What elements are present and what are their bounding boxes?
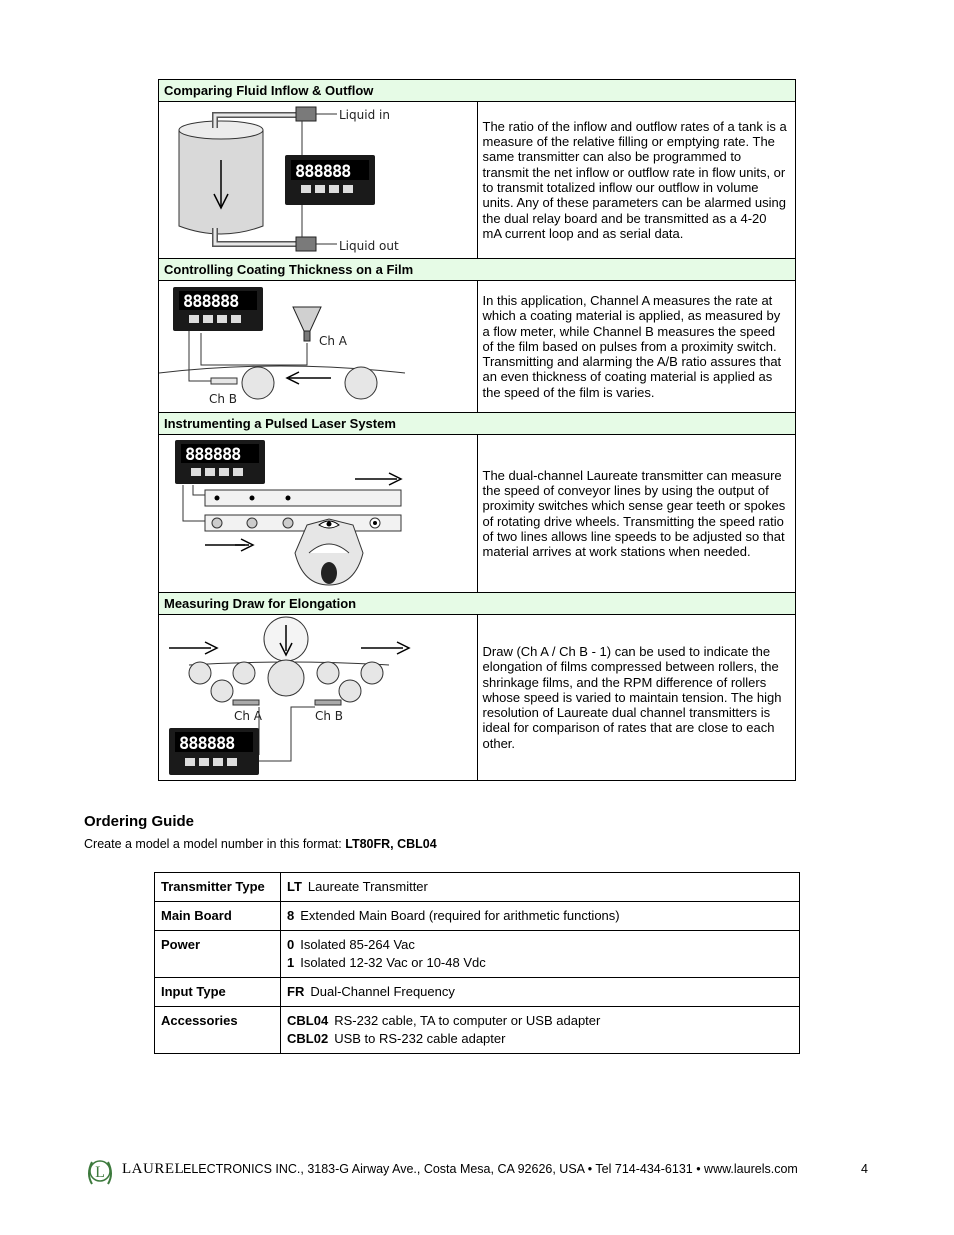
ch-a-label: Ch A [234, 709, 263, 723]
app-illustration-laser [159, 435, 478, 593]
row-options [281, 873, 800, 902]
table-row [155, 873, 800, 902]
option-code: FR [287, 984, 305, 999]
app-title: Controlling Coating Thickness on a Film [159, 259, 796, 281]
app-description: Draw (Ch A / Ch B - 1) can be used to indicate the elongation of films compressed between rollers, the shrinkage films, and the RPM difference of rollers whose speed is varied to maintain tension. The high resolution of Laureate dual channel transmitters is ideal for comparison of rates that are close to each other. [477, 615, 796, 781]
liquid-in-label: Liquid in [339, 108, 390, 122]
row-options [281, 978, 800, 1007]
app-description: The ratio of the inflow and outflow rates of a tank is a measure of the relative filling or emptying rate. The same transmitter can also be programmed to transmit the net inflow or outflow rate in flow units, or to transmit totalized inflow our outflow in volume units. Any of these parameters can be alarmed using the dual relay board and be transmitted as a 4-20 mA current loop and as serial data. [477, 102, 796, 259]
option-code: LT [287, 879, 302, 894]
ch-a-label: Ch A [319, 334, 348, 348]
app-illustration-coating [159, 281, 478, 413]
ch-b-label: Ch B [209, 392, 238, 406]
model-format: LT80FR, CBL04 [345, 837, 437, 851]
table-row [155, 931, 800, 978]
meter-icon [175, 440, 265, 484]
svg-text:888888: 888888 [185, 445, 241, 465]
row-key: Accessories [155, 1007, 281, 1054]
svg-text:888888: 888888 [295, 162, 351, 182]
svg-text:L: L [95, 1164, 105, 1181]
brand-name: LAUREL [122, 1161, 185, 1177]
ch-b-label: Ch B [315, 709, 344, 723]
row-key: Transmitter Type [155, 873, 281, 902]
svg-text:888888: 888888 [183, 292, 239, 312]
liquid-out-label: Liquid out [339, 239, 399, 253]
meter-icon [285, 155, 375, 205]
table-row [155, 1007, 800, 1054]
option-code: 0 [287, 937, 295, 952]
laurel-logo-icon [84, 1156, 116, 1188]
option-desc: Laureate Transmitter [307, 879, 428, 894]
app-description: The dual-channel Laureate transmitter can measure the speed of conveyor lines by using the output of proximity switches which sense gear teeth or spokes of rotating drive wheels. Transmitting the speed ratio of two lines allows line speeds to be adjusted so that material arrives at work stations when needed. [477, 435, 796, 593]
table-row [155, 902, 800, 931]
page-footer [84, 1156, 874, 1188]
ordering-table [154, 872, 800, 1054]
svg-text:888888: 888888 [179, 734, 235, 754]
option-desc: Dual-Channel Frequency [310, 984, 455, 999]
company-address: ELECTRONICS INC., 3183-G Airway Ave., Costa Mesa, CA 92626, USA • Tel 714-434-6131 • www.laurels.com [183, 1162, 798, 1176]
option-desc: RS-232 cable, TA to computer or USB adapter [334, 1013, 601, 1028]
app-title: Comparing Fluid Inflow & Outflow [159, 80, 796, 102]
meter-icon [173, 287, 263, 331]
option-code: CBL04 [287, 1013, 329, 1028]
option-desc: Isolated 12-32 Vac or 10-48 Vdc [300, 955, 486, 970]
table-row [155, 978, 800, 1007]
row-key: Input Type [155, 978, 281, 1007]
row-key: Power [155, 931, 281, 978]
row-options [281, 931, 800, 978]
app-illustration-draw [159, 615, 478, 781]
option-desc: USB to RS-232 cable adapter [334, 1031, 506, 1046]
row-options [281, 902, 800, 931]
option-code: 8 [287, 908, 295, 923]
ordering-guide-intro [84, 837, 437, 851]
option-desc: Isolated 85-264 Vac [300, 937, 415, 952]
row-key: Main Board [155, 902, 281, 931]
option-desc: Extended Main Board (required for arithmetic functions) [300, 908, 620, 923]
app-illustration-fluid [159, 102, 478, 259]
app-title: Instrumenting a Pulsed Laser System [159, 413, 796, 435]
meter-icon [169, 728, 259, 775]
app-title: Measuring Draw for Elongation [159, 593, 796, 615]
row-options [281, 1007, 800, 1054]
option-code: CBL02 [287, 1031, 329, 1046]
ordering-guide-title: Ordering Guide [84, 813, 195, 830]
page-number: 4 [861, 1162, 868, 1176]
option-code: 1 [287, 955, 295, 970]
applications-table [158, 79, 796, 781]
app-description: In this application, Channel A measures the rate at which a coating material is applied, as measured by a flow meter, while Channel B measures the speed of the film based on pulses from a proximity switch. Transmitting and alarming the A/B ratio assures that an even thickness of coating material is applied as the speed of the film is varies. [477, 281, 796, 413]
ordering-intro-text: Create a model a model number in this format: [84, 837, 346, 851]
